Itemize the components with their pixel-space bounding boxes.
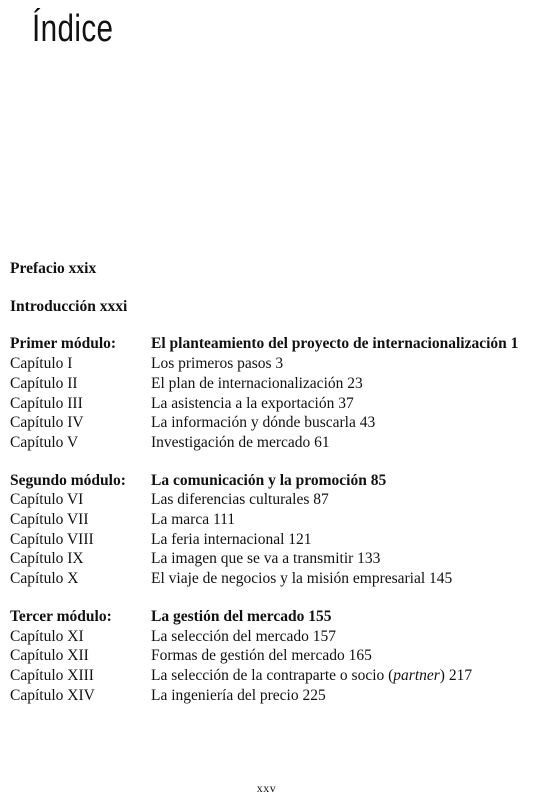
toc-module-3 [10,607,530,706]
chapter-label: Capítulo IV [10,414,84,432]
toc-chapter-row [10,374,530,394]
chapter-title: El plan de internacionalización 23 [151,374,363,392]
toc-chapter-row [10,354,530,374]
chapter-label: Capítulo VIII [10,530,94,548]
toc-chapter-row [10,627,530,647]
toc-chapter-row [10,490,530,510]
chapter-label: Capítulo II [10,374,78,392]
toc-chapter-row [10,666,530,686]
toc-entry-preface: Prefacio xxix [10,260,97,277]
toc-chapter-row [10,433,530,453]
chapter-title: Investigación de mercado 61 [151,433,330,451]
chapter-title: La feria internacional 121 [151,530,312,548]
chapter-title: La ingeniería del precio 225 [151,686,326,704]
toc-chapter-row [10,549,530,569]
chapter-title: La imagen que se va a transmitir 133 [151,550,381,568]
toc-chapter-row [10,569,530,589]
toc-chapter-row [10,646,530,666]
table-of-contents [10,259,530,723]
chapter-label: Capítulo VII [10,511,89,529]
toc-module-1 [10,334,530,452]
toc-chapter-row [10,686,530,706]
toc-chapter-row [10,530,530,550]
module-label: Tercer módulo: [10,607,112,625]
module-title: La comunicación y la promoción 85 [151,471,387,489]
chapter-label: Capítulo XI [10,627,84,645]
module-heading [10,334,530,354]
toc-chapter-row [10,394,530,414]
module-label: Segundo módulo: [10,471,126,489]
chapter-label: Capítulo IX [10,550,84,568]
chapter-label: Capítulo X [10,570,79,588]
chapter-title: Los primeros pasos 3 [151,355,284,373]
chapter-title: La información y dónde buscarla 43 [151,414,376,432]
toc-module-2 [10,471,530,589]
chapter-title: Formas de gestión del mercado 165 [151,647,372,665]
chapter-label: Capítulo VI [10,491,84,509]
chapter-title: La asistencia a la exportación 37 [151,394,354,412]
chapter-title-end: ) 217 [439,666,473,684]
chapter-title: El viaje de negocios y la misión empresarial 145 [151,570,453,588]
chapter-label: Capítulo XII [10,647,89,665]
chapter-title: La selección del mercado 157 [151,627,337,645]
module-heading [10,607,530,627]
page-number: xxv [256,781,277,795]
chapter-title: La marca 111 [151,511,236,529]
chapter-title-emphasis: partner [393,666,440,684]
chapter-title [151,666,530,686]
chapter-label: Capítulo I [10,355,73,373]
chapter-title: Las diferencias culturales 87 [151,491,329,509]
toc-chapter-row [10,413,530,433]
module-title: La gestión del mercado 155 [151,607,332,625]
toc-entry-introduction: Introducción xxxi [10,297,128,315]
chapter-label: Capítulo III [10,394,83,412]
module-label: Primer módulo: [10,335,117,353]
chapter-label: Capítulo XIII [10,666,94,684]
module-title: El planteamiento del proyecto de internacionalización 1 [151,335,519,353]
chapter-label: Capítulo XIV [10,686,95,704]
module-heading [10,471,530,491]
page-title: Índice [32,8,114,50]
chapter-label: Capítulo V [10,433,79,451]
chapter-title-start: La selección de la contraparte o socio ( [151,666,394,684]
toc-chapter-row [10,510,530,530]
